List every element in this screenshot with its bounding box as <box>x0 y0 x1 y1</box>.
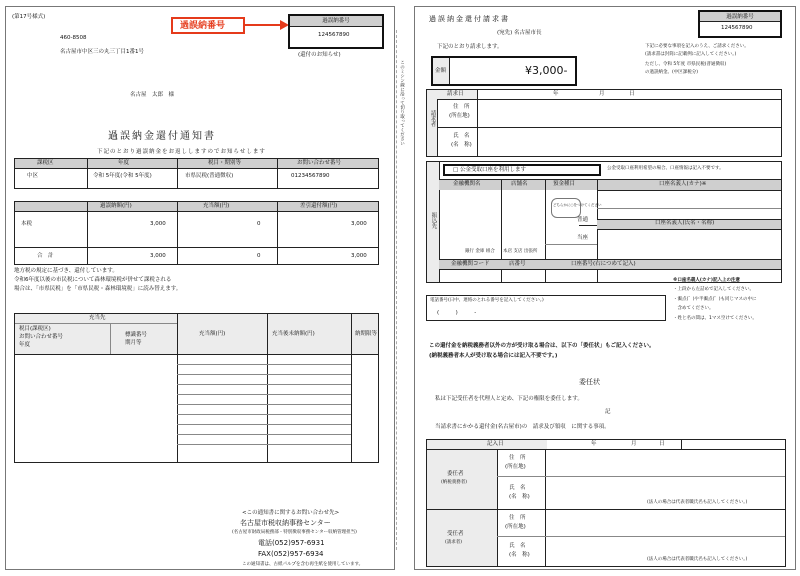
col-applied-header: 充当額(円) <box>199 331 226 337</box>
ki-label: 記 <box>605 409 611 415</box>
proxy-corp-note: (法人の場合は代表者職氏名も記入してください。) <box>647 557 748 562</box>
account-kana-field[interactable] <box>599 192 779 218</box>
col-due-header: 納期限等 <box>355 331 378 337</box>
instruction-line: の過誤納金。(中区課税分) <box>645 70 699 75</box>
proxy-label: 受任者 <box>447 531 464 537</box>
claimant-block <box>426 89 782 157</box>
col-year-header: 年度 <box>19 342 31 348</box>
ref-number: 124567890 <box>318 32 350 38</box>
amount-label: 金額 <box>435 68 447 74</box>
addressee-name: 名古屋 太郎 様 <box>130 92 175 98</box>
contact-fax: FAX(052)957-6934 <box>258 550 324 558</box>
claim-addressee: (宛先) 名古屋市長 <box>497 30 542 36</box>
bank-block <box>426 161 782 283</box>
instruction-line: (請求書は封筒に記載例に記入してください。) <box>645 52 737 57</box>
note-line: 場合は、「市県民税」を「市県民税・森林環境税」に読み替えます。 <box>14 286 182 292</box>
total-applied: 0 <box>257 253 261 259</box>
name-sublabel: (名 称) <box>451 142 472 148</box>
kana-note: ・上段から左詰めで記入してください。 <box>673 287 754 292</box>
delegator-name-field[interactable] <box>547 478 783 498</box>
kana-note: ・濁点(゛)や半濁点(゜)も同じマスの中に <box>673 297 757 302</box>
power-of-attorney-title: 委任状 <box>579 378 600 386</box>
kana-header: 口座名義人(カナ)※ <box>659 181 707 187</box>
info-header-inquiry: お問い合わせ番号 <box>297 160 342 166</box>
claimant-label: 請求者 <box>429 110 436 127</box>
entry-date-month: 月 <box>631 441 637 447</box>
claimant-address-field[interactable] <box>479 101 779 125</box>
address-label: 住 所 <box>453 104 470 110</box>
info-inquiry: 01234567890 <box>291 173 330 179</box>
refund-claim-page <box>414 6 796 570</box>
info-table <box>14 158 379 189</box>
total-label: 合 計 <box>37 253 54 259</box>
callout-label: 過誤納番号 <box>171 17 245 34</box>
account-type-ordinary[interactable]: 普通 <box>577 217 589 223</box>
branch-no-header: 店番号 <box>509 261 526 267</box>
delegator-address-field[interactable] <box>547 451 783 475</box>
ref-caption: (還付のお知らせ) <box>298 52 341 58</box>
applied-to-header: 充当先 <box>89 315 106 321</box>
bank-name-header: 金融機関名 <box>453 181 481 187</box>
delegator-label: 委任者 <box>447 471 464 477</box>
kana-note: 含めてください。 <box>673 306 714 311</box>
phone-label: 電話番号(日中、連絡のとれる番号を記入してください。) <box>430 298 544 303</box>
entry-date-year: 年 <box>591 441 597 447</box>
kana-note: ・姓と名の間は、1マス空けてください。 <box>673 316 757 321</box>
phone-field[interactable]: ( ) - <box>437 310 477 316</box>
entry-date-day: 日 <box>659 441 665 447</box>
col-period-header: 期月等 <box>125 340 142 346</box>
transfer-label: 振込先 <box>430 212 437 229</box>
branch-header: 店舗名 <box>511 181 528 187</box>
phone-box <box>426 295 666 321</box>
account-type-current[interactable]: 当座 <box>577 235 589 241</box>
ref-number-box <box>288 14 384 49</box>
claim-date-day: 日 <box>629 91 635 97</box>
public-account-label[interactable]: □ 公金受取口座を利用します <box>453 167 526 173</box>
kana-note-title: ※口座名義人(カナ)記入上の注意 <box>673 278 740 283</box>
contact-line: <この通知書に関するお問い合わせ先> <box>242 510 340 516</box>
recycled-paper-note: この通知書は、古紙パルプを含む再生紙を使用しています。 <box>242 562 364 567</box>
entry-date-label: 記入日 <box>487 441 504 447</box>
branch-kinds: 本店 支店 出張所 <box>503 249 538 254</box>
total-overpaid: 3,000 <box>150 253 166 259</box>
delegator-sublabel: (納税義務者) <box>441 480 468 485</box>
power-of-attorney-text: 私は下記受任者を代理人と定め、下記の権限を委任します。 <box>435 396 583 402</box>
branch-name-field[interactable] <box>503 192 543 246</box>
row-refund: 3,000 <box>351 221 367 227</box>
delegator-name-label: 氏 名 <box>509 485 526 491</box>
claim-ref-box <box>698 10 782 38</box>
proxy-address-label: 住 所 <box>509 515 526 521</box>
notice-title: 過誤納金還付通知書 <box>108 131 216 142</box>
proxy-note-sub: (納税義務者本人が受け取る場合には記入不要です。) <box>429 353 558 359</box>
perforation-note: このミシン線に沿って切り取ってください <box>399 60 405 146</box>
col-inquiry-header: お問い合わせ番号 <box>19 334 64 340</box>
claimant-name-field[interactable] <box>479 129 779 154</box>
col-code-header: 標識番号 <box>125 332 148 338</box>
claim-amount: ¥3,000- <box>525 64 568 77</box>
account-no-field[interactable] <box>547 271 687 281</box>
refund-notice-page <box>5 6 395 570</box>
postal-code: 460-8508 <box>60 35 87 41</box>
public-account-note: 公金受取口座利用希望の場合、口座情報は記入不要です。 <box>607 166 724 171</box>
col-unpaid-header: 充当後未納額(円) <box>272 331 315 337</box>
note-line: 地方税の規定に基づき、還付しています。 <box>14 268 118 274</box>
amount-box <box>431 56 577 86</box>
holder-name-header: 口座名義人(氏名・名称) <box>655 220 715 226</box>
claim-date-year: 年 <box>553 91 559 97</box>
public-account-option[interactable] <box>443 164 601 176</box>
bank-code-field[interactable] <box>441 271 499 281</box>
proxy-address-field[interactable] <box>547 511 783 535</box>
request-text: 下記のとおり請求します。 <box>437 44 503 50</box>
proxy-sublabel: (請求者) <box>445 540 463 545</box>
proxy-name-sublabel: (名 称) <box>509 552 530 558</box>
info-header-ward: 課税区 <box>37 160 54 166</box>
branch-no-field[interactable] <box>503 271 543 281</box>
amount-table <box>14 201 379 265</box>
form-number: (第17号様式) <box>12 14 46 20</box>
amount-header-overpaid: 過誤納額(円) <box>100 203 132 209</box>
proxy-note: この還付金を納税義務者以外の方が受け取る場合は、以下の「委任状」もご記入ください。 <box>429 343 655 349</box>
claim-date-label: 請求日 <box>447 91 464 97</box>
info-header-tax: 税目・期別等 <box>208 160 242 166</box>
instruction-line: 下記に必要な事項を記入のうえ、ご請求ください。 <box>645 44 749 49</box>
proxy-address-sublabel: (所在地) <box>505 524 526 530</box>
bank-name-field[interactable] <box>441 192 499 246</box>
claim-title: 過誤納金還付請求書 <box>429 15 510 23</box>
delegator-corp-note: (法人の場合は代表者職氏名も記入してください。) <box>647 500 748 505</box>
contact-office: 名古屋市税収納事務センター <box>240 519 331 527</box>
perforation-line <box>396 30 397 550</box>
claim-date-month: 月 <box>599 91 605 97</box>
contact-line: (名古屋市財政局税務部・特別徴収事務センター収納管理担当) <box>232 530 357 535</box>
delegator-address-sublabel: (所在地) <box>505 464 526 470</box>
recipient-address: 名古屋市中区三の丸三丁目1番1号 <box>60 49 144 55</box>
notice-subtitle: 下記のとおり過誤納金をお返ししますのでお知らせします <box>97 149 266 155</box>
claim-ref-number: 124567890 <box>721 25 753 31</box>
info-year: 令和 5年度(令和 5年度) <box>93 173 152 179</box>
amount-header-applied: 充当額(円) <box>203 203 230 209</box>
row-label: 本税 <box>21 221 33 227</box>
bank-code-header: 金融機関コード <box>451 261 490 267</box>
info-ward: 中区 <box>27 173 39 179</box>
contact-phone: 電話(052)957-6931 <box>258 539 325 547</box>
callout-arrow-icon <box>244 19 290 31</box>
name-label: 氏 名 <box>453 133 470 139</box>
bank-circle-hint: どちらかに○をつけてください <box>551 198 581 218</box>
total-refund: 3,000 <box>351 253 367 259</box>
instruction-line: ただし、令和 5年度 市県民税(普通徴収) <box>645 62 727 67</box>
delegator-name-sublabel: (名 称) <box>509 494 530 500</box>
claim-ref-title: 過誤納番号 <box>726 14 754 20</box>
info-tax: 市県民税(普通徴収) <box>185 173 234 179</box>
applied-to-table <box>14 313 379 463</box>
bank-kinds: 銀行 金庫 組合 <box>465 249 495 254</box>
info-header-year: 年度 <box>118 160 130 166</box>
row-applied: 0 <box>257 221 261 227</box>
proxy-name-field[interactable] <box>547 538 783 556</box>
ref-box-title: 過誤納番号 <box>322 18 350 24</box>
proxy-name-label: 氏 名 <box>509 543 526 549</box>
address-sublabel: (所在地) <box>449 113 470 119</box>
account-type-header: 預金種目 <box>553 181 576 187</box>
col-tax-header: 税目(課税区) <box>19 326 51 332</box>
row-overpaid: 3,000 <box>150 221 166 227</box>
proxy-table <box>426 439 786 567</box>
note-line: 令和6年度以後の市民税について森林環境税が併せて課税される <box>14 277 172 283</box>
account-holder-field[interactable] <box>599 231 779 258</box>
authority-text: 当請求書にかかる還付金(名古屋市)の 請求及び領収 に関する事項。 <box>435 424 610 430</box>
account-no-header: 口座番号(右につめて記入) <box>571 261 636 267</box>
delegator-address-label: 住 所 <box>509 455 526 461</box>
amount-header-refund: 差引還付額(円) <box>300 203 338 209</box>
